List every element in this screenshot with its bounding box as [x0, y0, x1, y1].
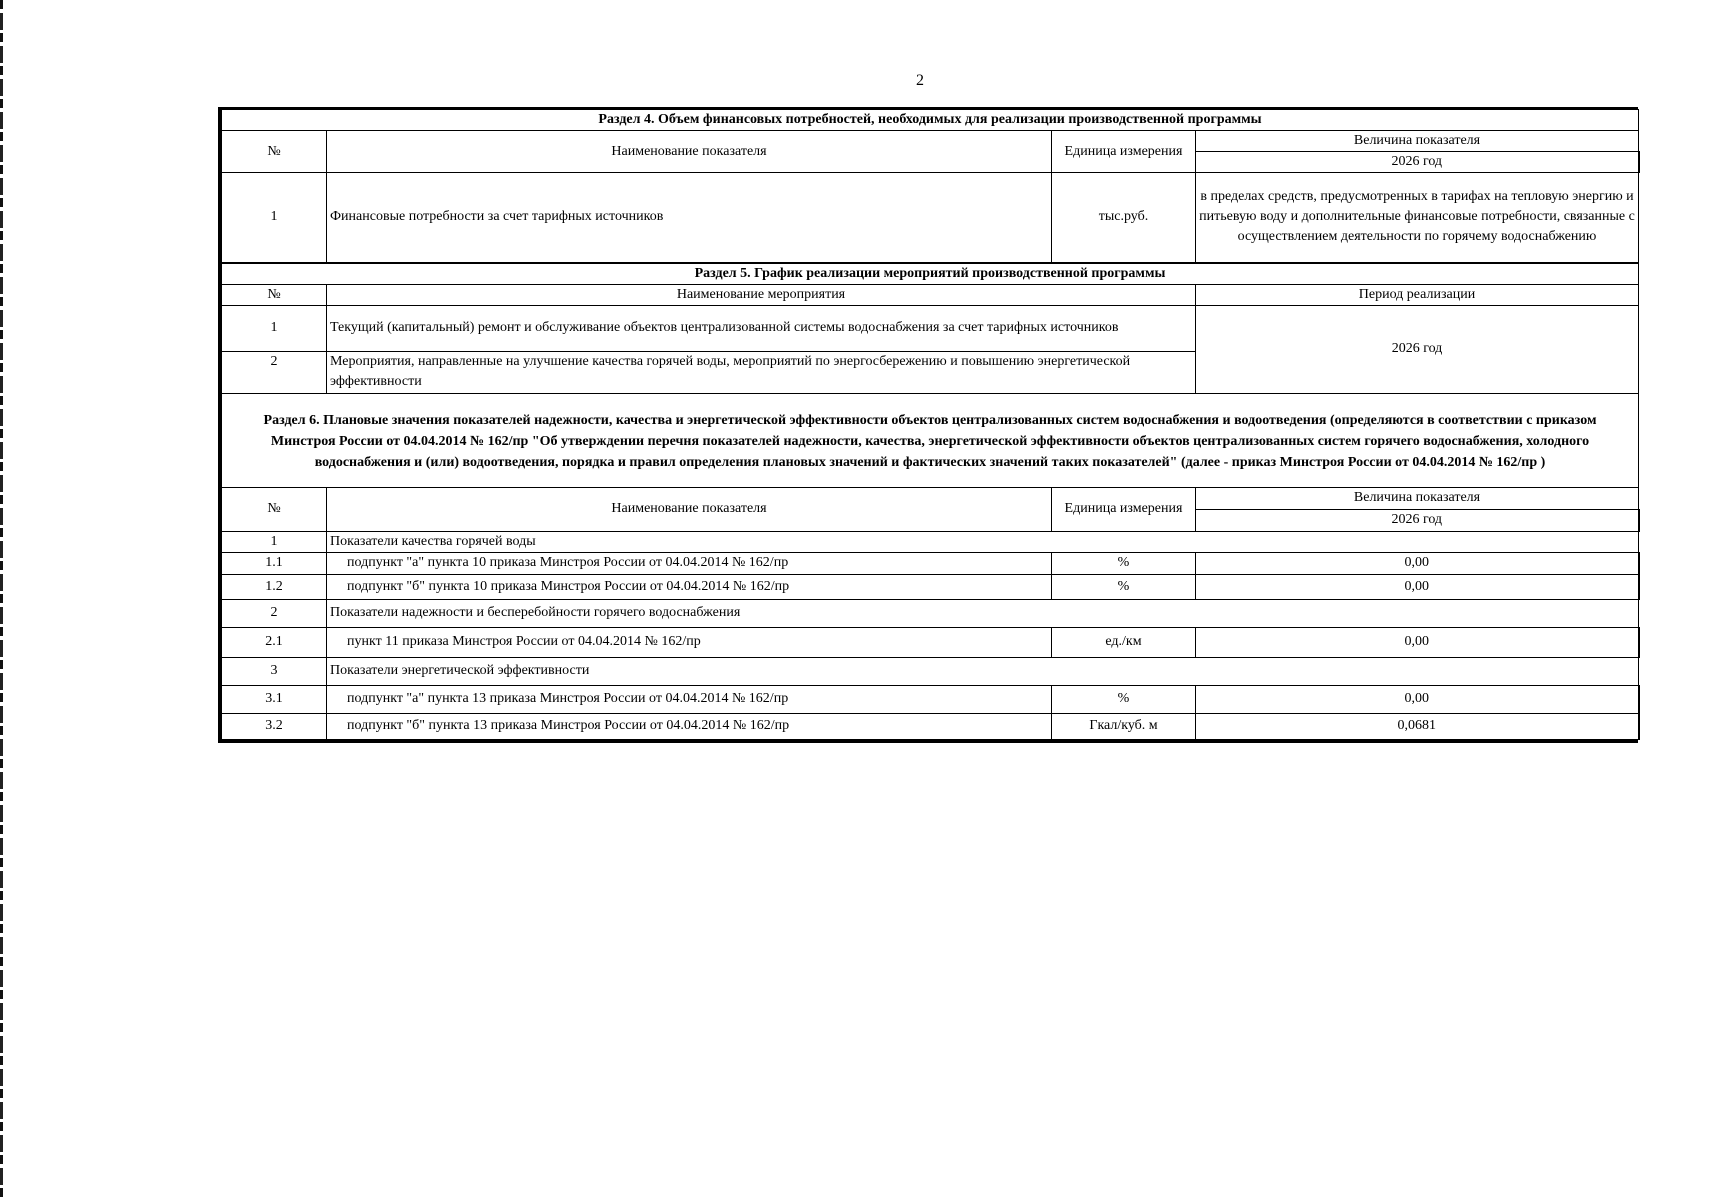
section6-header-row: [222, 487, 1639, 509]
section5-title: Раздел 5. График реализации мероприятий производственной программы: [222, 263, 1639, 285]
section4-header-year: 2026 год: [1196, 152, 1639, 173]
table-row: [222, 713, 1639, 739]
section4-header-unit: Единица измерения: [1052, 131, 1196, 173]
page-number: 2: [916, 72, 924, 89]
section4-header-name: Наименование показателя: [327, 131, 1052, 173]
section5-row-name: Мероприятия, направленные на улучшение качества горячей воды, мероприятий по энергосбережению и повышению энергетической эффективности: [327, 351, 1196, 393]
section6-title: Раздел 6. Плановые значения показателей надежности, качества и энергетической эффективности объектов централизованных систем водоснабжения и водоотведения (определяются в соответствии с приказом Минстроя России от 04.04.2014 № 162/пр "Об утверждении перечня показателей надежности, качества, энергетической эффективности объектов централизованных систем горячего водоснабжения, холодного водоснабжения и (или) водоотведения, порядка и правил определения плановых значений и фактических значений таких показателей" (далее - приказ Минстроя России от 04.04.2014 № 162/пр ): [222, 393, 1639, 487]
table-row: [222, 552, 1639, 574]
section4-row-value: в пределах средств, предусмотренных в тарифах на тепловую энергию и питьевую воду и дополнительные финансовые потребности, связанные с осуществлением деятельности по горячему водоснабжению: [1196, 173, 1639, 263]
section5-header-period: Период реализации: [1196, 284, 1639, 305]
section6-row-num: 1.1: [222, 552, 327, 574]
section6-row-name: подпункт "б" пункта 13 приказа Минстроя России от 04.04.2014 № 162/пр: [327, 713, 1052, 739]
section6-header-year: 2026 год: [1196, 509, 1639, 531]
section5-period: 2026 год: [1196, 305, 1639, 393]
section4-row-num: 1: [222, 173, 327, 263]
section6-header-value: Величина показателя: [1196, 487, 1639, 509]
section6-row-value: 0,00: [1196, 552, 1639, 574]
section6-row-num: 2: [222, 599, 327, 627]
section6-header-num: №: [222, 487, 327, 531]
section6-row-value: 0,00: [1196, 574, 1639, 599]
document-table: [218, 107, 1638, 743]
section4-row-unit: тыс.руб.: [1052, 173, 1196, 263]
section6-row-num: 3.2: [222, 713, 327, 739]
section4-row-name: Финансовые потребности за счет тарифных источников: [327, 173, 1052, 263]
section6-row-unit: %: [1052, 552, 1196, 574]
section6-row-num: 1: [222, 531, 327, 552]
section6-row-num: 3.1: [222, 685, 327, 713]
section6-row-name: подпункт "а" пункта 13 приказа Минстроя России от 04.04.2014 № 162/пр: [327, 685, 1052, 713]
section6-row-unit: ед./км: [1052, 627, 1196, 657]
section6-header-unit: Единица измерения: [1052, 487, 1196, 531]
scan-edge: [0, 0, 3, 1200]
section6-row-name: Показатели энергетической эффективности: [327, 657, 1639, 685]
section5-header-row: [222, 284, 1639, 305]
section6-row-num: 2.1: [222, 627, 327, 657]
section6-row-value: 0,00: [1196, 627, 1639, 657]
table-row: [222, 685, 1639, 713]
section6-row-unit: %: [1052, 685, 1196, 713]
section6-row-value: 0,0681: [1196, 713, 1639, 739]
section4-header-row: [222, 131, 1639, 152]
section6-row-name: подпункт "а" пункта 10 приказа Минстроя России от 04.04.2014 № 162/пр: [327, 552, 1052, 574]
section5-row-num: 2: [222, 351, 327, 393]
section5-header-num: №: [222, 284, 327, 305]
section6-row-name: пункт 11 приказа Минстроя России от 04.04.2014 № 162/пр: [327, 627, 1052, 657]
table-row: [222, 173, 1639, 263]
section5-header-name: Наименование мероприятия: [327, 284, 1196, 305]
section4-title-row: [222, 110, 1639, 131]
section6-title-row: [222, 393, 1639, 487]
section6-row-num: 1.2: [222, 574, 327, 599]
table-row: [222, 531, 1639, 552]
section6-row-name: Показатели качества горячей воды: [327, 531, 1639, 552]
section6-header-name: Наименование показателя: [327, 487, 1052, 531]
section5-row-name: Текущий (капитальный) ремонт и обслуживание объектов централизованной системы водоснабжения за счет тарифных источников: [327, 305, 1196, 351]
table-row: [222, 599, 1639, 627]
section6-row-unit: Гкал/куб. м: [1052, 713, 1196, 739]
table-row: [222, 305, 1639, 351]
section4-title: Раздел 4. Объем финансовых потребностей, необходимых для реализации производственной программы: [222, 110, 1639, 131]
section6-row-num: 3: [222, 657, 327, 685]
section6-row-unit: %: [1052, 574, 1196, 599]
table-row: [222, 657, 1639, 685]
section6-row-value: 0,00: [1196, 685, 1639, 713]
section4-header-num: №: [222, 131, 327, 173]
table-row: [222, 627, 1639, 657]
section5-title-row: [222, 263, 1639, 285]
section6-row-name: подпункт "б" пункта 10 приказа Минстроя России от 04.04.2014 № 162/пр: [327, 574, 1052, 599]
section5-row-num: 1: [222, 305, 327, 351]
section6-row-name: Показатели надежности и бесперебойности горячего водоснабжения: [327, 599, 1639, 627]
table-row: [222, 574, 1639, 599]
section4-header-value: Величина показателя: [1196, 131, 1639, 152]
